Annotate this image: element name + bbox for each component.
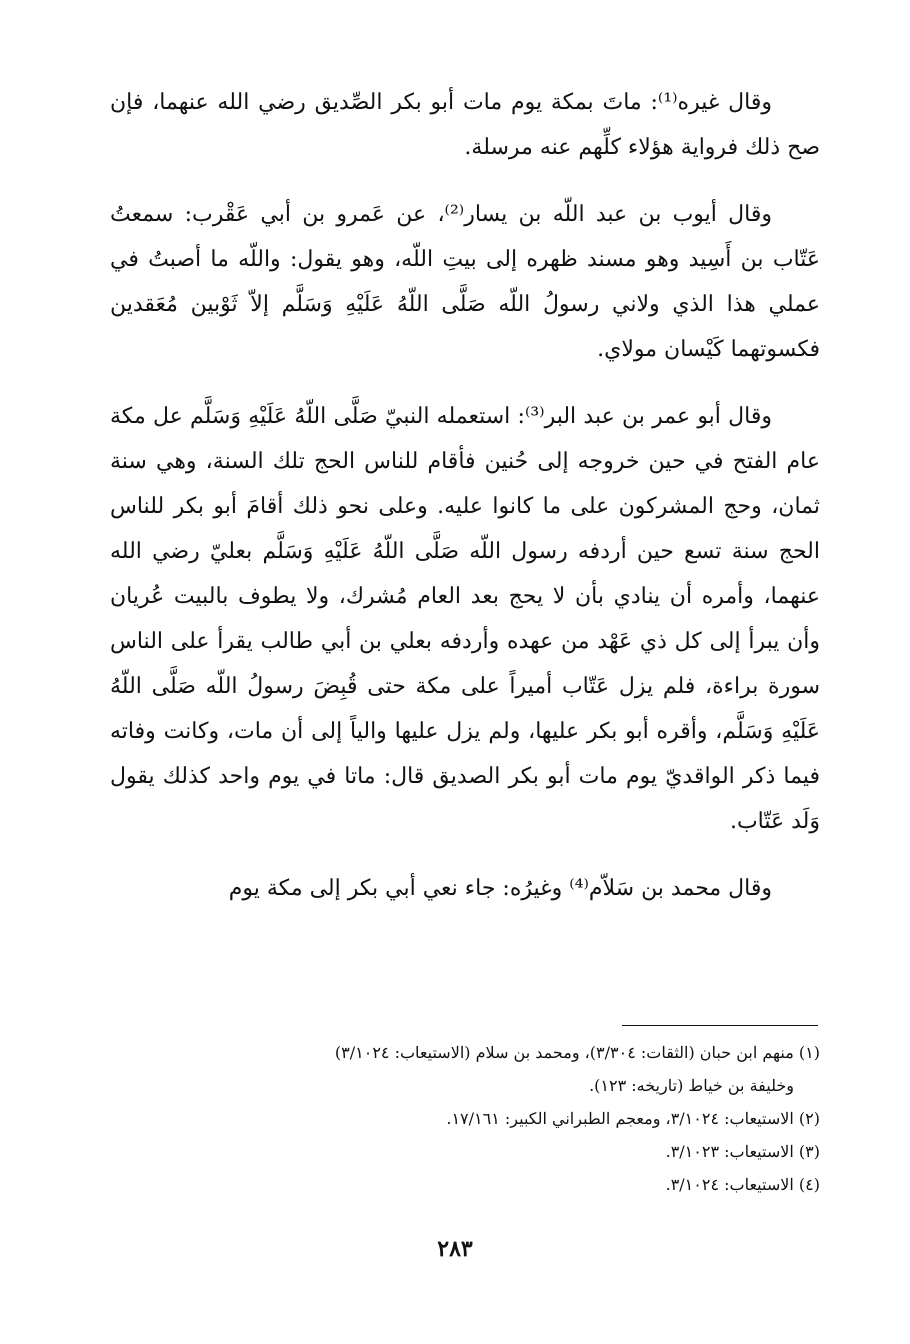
- paragraph-2: وقال أيوب بن عبد اللّه بن يسار⁽²⁾، عن عَمرو بن أبي عَقْرب: سمعتُ عَتّاب بن أَسِيد وهو مسند ظهره إلى بيتِ اللّه، وهو يقول: واللّه ما أصبتُ في عملي هذا الذي ولاني رسولُ اللّه صَلَّى اللّهُ عَلَيْهِ وَسَلَّم إلاّ ثَوْبين مُعَقدين فكسوتهما كَيْسان مولاي.: [110, 202, 820, 362]
- paragraph-1: وقال غيره⁽¹⁾: ماتَ بمكة يوم مات أبو بكر الصِّديق رضي الله عنهما، فإن صح ذلك فرواية هؤلاء كلِّهم عنه مرسلة.: [110, 90, 820, 160]
- main-text: [110, 80, 820, 911]
- footnote-3: [110, 1135, 820, 1168]
- paragraph-4: وقال محمد بن سَلاّم⁽⁴⁾ وغيرُه: جاء نعي أبي بكر إلى مكة يوم: [228, 876, 772, 901]
- page-number: ٢٨٣: [437, 1236, 473, 1262]
- footnote-1-text: منهم ابن حبان (الثقات: ٣/٣٠٤)، ومحمد بن سلام (الاستيعاب: ٣/١٠٢٤): [334, 1043, 794, 1062]
- footnote-2-text: الاستيعاب: ٣/١٠٢٤، ومعجم الطبراني الكبير: ١٧/١٦١.: [446, 1109, 794, 1128]
- footnote-3-text: الاستيعاب: ٣/١٠٢٣.: [665, 1142, 794, 1161]
- footnote-2-label: (٢): [798, 1109, 820, 1128]
- footnote-1-label: (١): [798, 1043, 820, 1062]
- footnote-1-continuation: وخليفة بن خياط (تاريخه: ١٢٣).: [589, 1076, 794, 1095]
- footnote-3-label: (٣): [798, 1142, 820, 1161]
- footnote-1: [110, 1036, 820, 1069]
- paragraph-3: وقال أبو عمر بن عبد البر⁽³⁾: استعمله النبيّ صَلَّى اللّهُ عَلَيْهِ وَسَلَّم عل مكة عام الفتح في حين خروجه إلى حُنين فأقام للناس الحج تلك السنة، وهي سنة ثمان، وحج المشركون على ما كانوا عليه. وعلى نحو ذلك أقامَ أبو بكر للناس الحج سنة تسع حين أردفه رسول اللّه صَلَّى اللّهُ عَلَيْهِ وَسَلَّم بعليّ رضي الله عنهما، وأمره أن ينادي بأن لا يحج بعد العام مُشرك، ولا يطوف بالبيت عُريان وأن يبرأ إلى كل ذي عَهْد من عهده وأردفه بعلي بن أبي طالب يقرأ على الناس سورة براءة، فلم يزل عَتّاب أميراً على مكة حتى قُبِضَ رسولُ اللّه صَلَّى اللّهُ عَلَيْهِ وَسَلَّم، وأقره أبو بكر عليها، ولم يزل عليها والياً إلى أن مات، وكانت وفاته فيما ذكر الواقديّ يوم مات أبو بكر الصديق قال: ماتا في يوم واحد كذلك يقول وَلَد عَتّاب.: [110, 404, 821, 834]
- footnote-divider: [622, 1025, 818, 1026]
- footnote-2: [110, 1102, 820, 1135]
- footnotes: [110, 1036, 820, 1201]
- footnote-4: [110, 1168, 820, 1201]
- footnote-4-label: (٤): [798, 1175, 820, 1194]
- footnote-4-text: الاستيعاب: ٣/١٠٢٤.: [665, 1175, 794, 1194]
